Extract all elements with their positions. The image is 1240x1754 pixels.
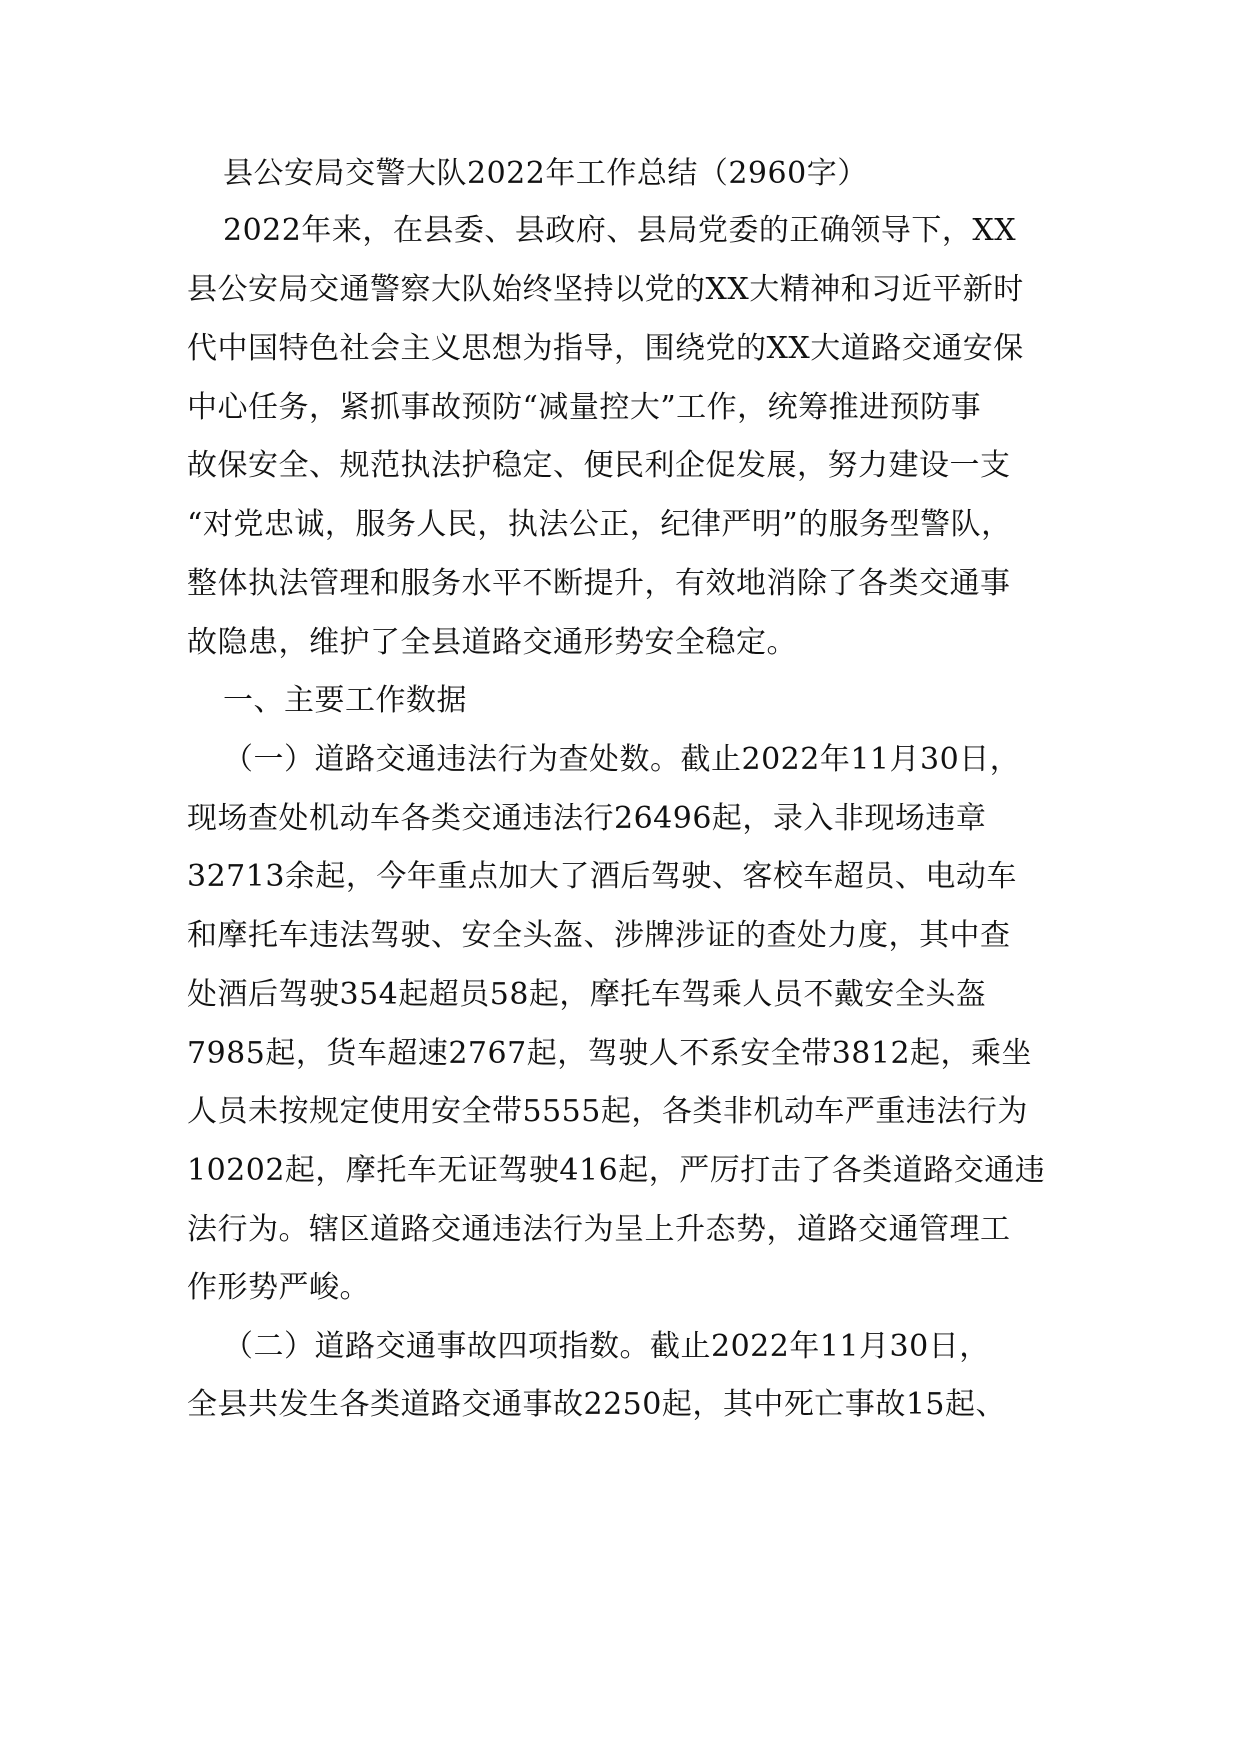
paragraph-line: 法行为。辖区道路交通违法行为呈上升态势，道路交通管理工 (187, 1212, 1011, 1247)
paragraph-line: 作形势严峻。 (187, 1270, 370, 1305)
section-heading: 一、主要工作数据 (223, 683, 467, 718)
paragraph-line: 10202起，摩托车无证驾驶416起，严厉打击了各类道路交通违 (187, 1153, 1046, 1188)
paragraph-line: 2022年来，在县委、县政府、县局党委的正确领导下，XX (223, 213, 1017, 248)
paragraph-line: “对党忠诚，服务人民，执法公正，纪律严明”的服务型警队， (187, 507, 1012, 542)
paragraph-line: 代中国特色社会主义思想为指导，围绕党的XX大道路交通安保 (187, 331, 1024, 366)
paragraph-line: 故隐患，维护了全县道路交通形势安全稳定。 (187, 625, 797, 660)
paragraph-line: 处酒后驾驶354起超员58起，摩托车驾乘人员不戴安全头盔 (187, 977, 987, 1012)
paragraph-line: 人员未按规定使用安全带5555起，各类非机动车严重违法行为 (187, 1094, 1028, 1129)
paragraph-line: 故保安全、规范执法护稳定、便民利企促发展，努力建设一支 (187, 448, 1011, 483)
paragraph-line: 中心任务，紧抓事故预防“减量控大”工作，统筹推进预防事 (187, 390, 982, 425)
paragraph-line: 全县共发生各类道路交通事故2250起，其中死亡事故15起、 (187, 1387, 1007, 1422)
paragraph-line: （一）道路交通违法行为查处数。截止2022年11月30日， (223, 742, 1021, 777)
paragraph-line: 32713余起，今年重点加大了酒后驾驶、客校车超员、电动车 (187, 859, 1017, 894)
paragraph-line: 现场查处机动车各类交通违法行26496起，录入非现场违章 (187, 801, 987, 836)
document-title: 县公安局交警大队2022年工作总结（2960字） (223, 156, 868, 191)
paragraph-line: 整体执法管理和服务水平不断提升，有效地消除了各类交通事 (187, 566, 1011, 601)
paragraph-line: （二）道路交通事故四项指数。截止2022年11月30日， (223, 1329, 990, 1364)
paragraph-line: 和摩托车违法驾驶、安全头盔、涉牌涉证的查处力度，其中查 (187, 918, 1011, 953)
paragraph-line: 县公安局交通警察大队始终坚持以党的XX大精神和习近平新时 (187, 272, 1024, 307)
paragraph-line: 7985起，货车超速2767起，驾驶人不系安全带3812起，乘坐 (187, 1036, 1033, 1071)
